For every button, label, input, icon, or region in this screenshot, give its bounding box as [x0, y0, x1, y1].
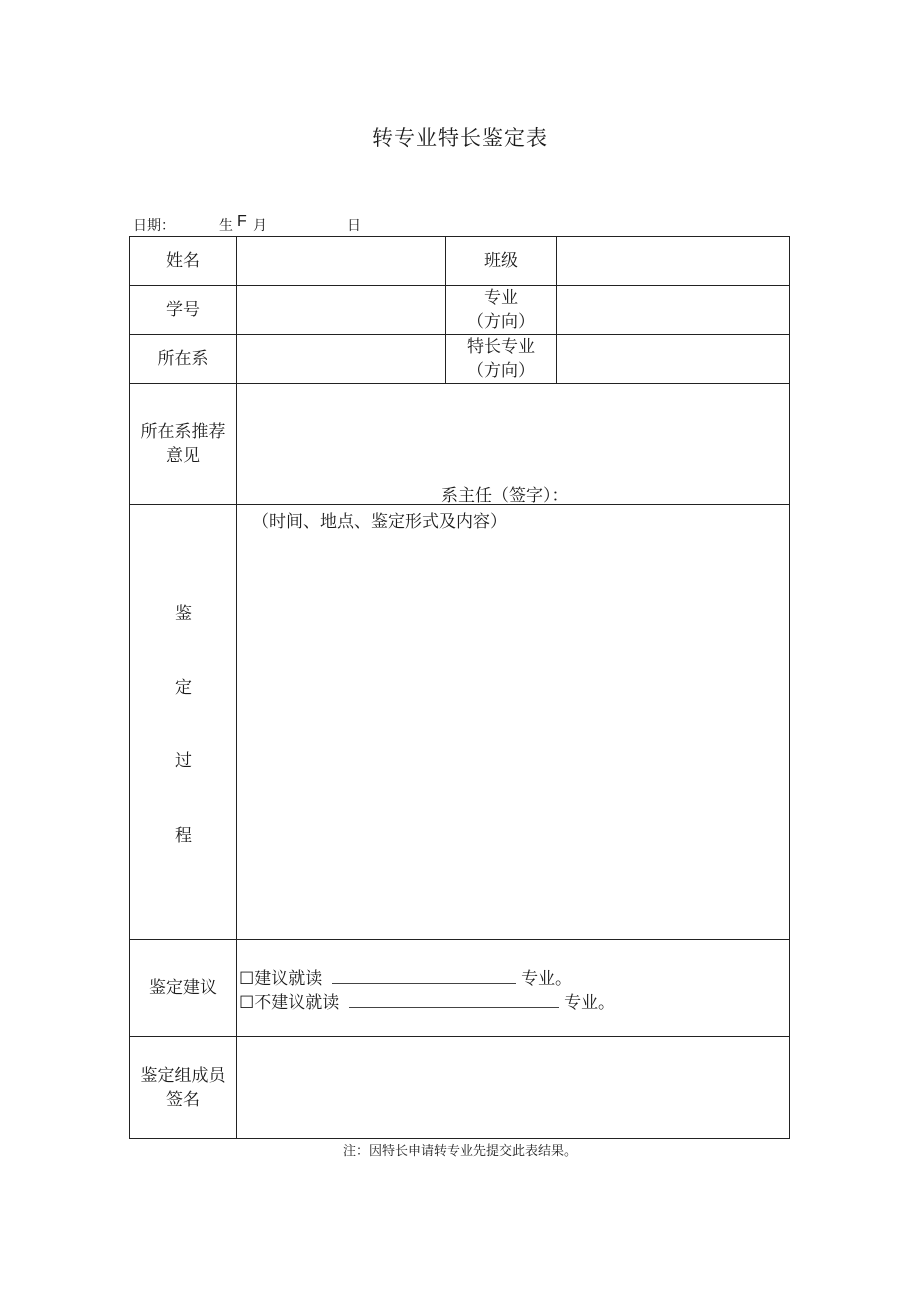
name-label: 姓名: [166, 251, 200, 271]
process-label-char-1: 鉴: [175, 604, 192, 624]
class-value-field[interactable]: [557, 237, 789, 285]
process-label-char-2: 定: [175, 678, 192, 698]
student-id-value-field[interactable]: [237, 286, 445, 334]
recommendation-label: 所在系推荐 意见: [140, 422, 226, 466]
recommend-major-blank[interactable]: [332, 966, 516, 984]
process-label-char-3: 过: [175, 751, 192, 771]
option-recommend[interactable]: [239, 964, 572, 989]
name-value-field[interactable]: [237, 237, 445, 285]
department-value-field[interactable]: [237, 335, 445, 383]
appraisal-form-table: [129, 236, 790, 1139]
class-label: 班级: [484, 251, 518, 271]
director-signature-label: 系主任（签字）：: [441, 486, 569, 506]
date-month: 月: [253, 218, 267, 234]
not-recommend-major-blank[interactable]: [349, 990, 559, 1008]
option-not-recommend-suffix: 专业。: [564, 993, 616, 1013]
specialty-major-label: 特长专业 （方向）: [467, 337, 535, 381]
date-line: [133, 215, 373, 235]
date-year-text: 生: [219, 218, 233, 234]
members-signature-label: 鉴定组成员 签名: [140, 1065, 226, 1110]
option-recommend-prefix: ☐建议就读: [239, 969, 323, 989]
option-not-recommend-prefix: ☐不建议就读: [239, 993, 340, 1013]
process-hint: （时间、地点、鉴定形式及内容）: [252, 512, 507, 532]
major-value-field[interactable]: [557, 286, 789, 334]
footnote: 注：因特长申请转专业先提交此表结果。: [342, 1144, 577, 1159]
suggestion-label: 鉴定建议: [149, 978, 217, 998]
student-id-label: 学号: [166, 300, 200, 320]
members-signature-field[interactable]: [237, 1037, 789, 1138]
page-title: 转专业特长鉴定表: [372, 126, 548, 150]
option-not-recommend[interactable]: [239, 988, 615, 1013]
specialty-major-value-field[interactable]: [557, 335, 789, 383]
option-recommend-suffix: 专业。: [521, 969, 573, 989]
process-label-char-4: 程: [175, 826, 192, 846]
process-field[interactable]: [237, 533, 789, 939]
department-label: 所在系: [157, 349, 209, 369]
date-label: 日期：: [133, 218, 175, 234]
major-label: 专业 （方向）: [467, 288, 535, 332]
date-year-glyph: F: [237, 213, 247, 230]
date-day: 日: [347, 218, 361, 234]
